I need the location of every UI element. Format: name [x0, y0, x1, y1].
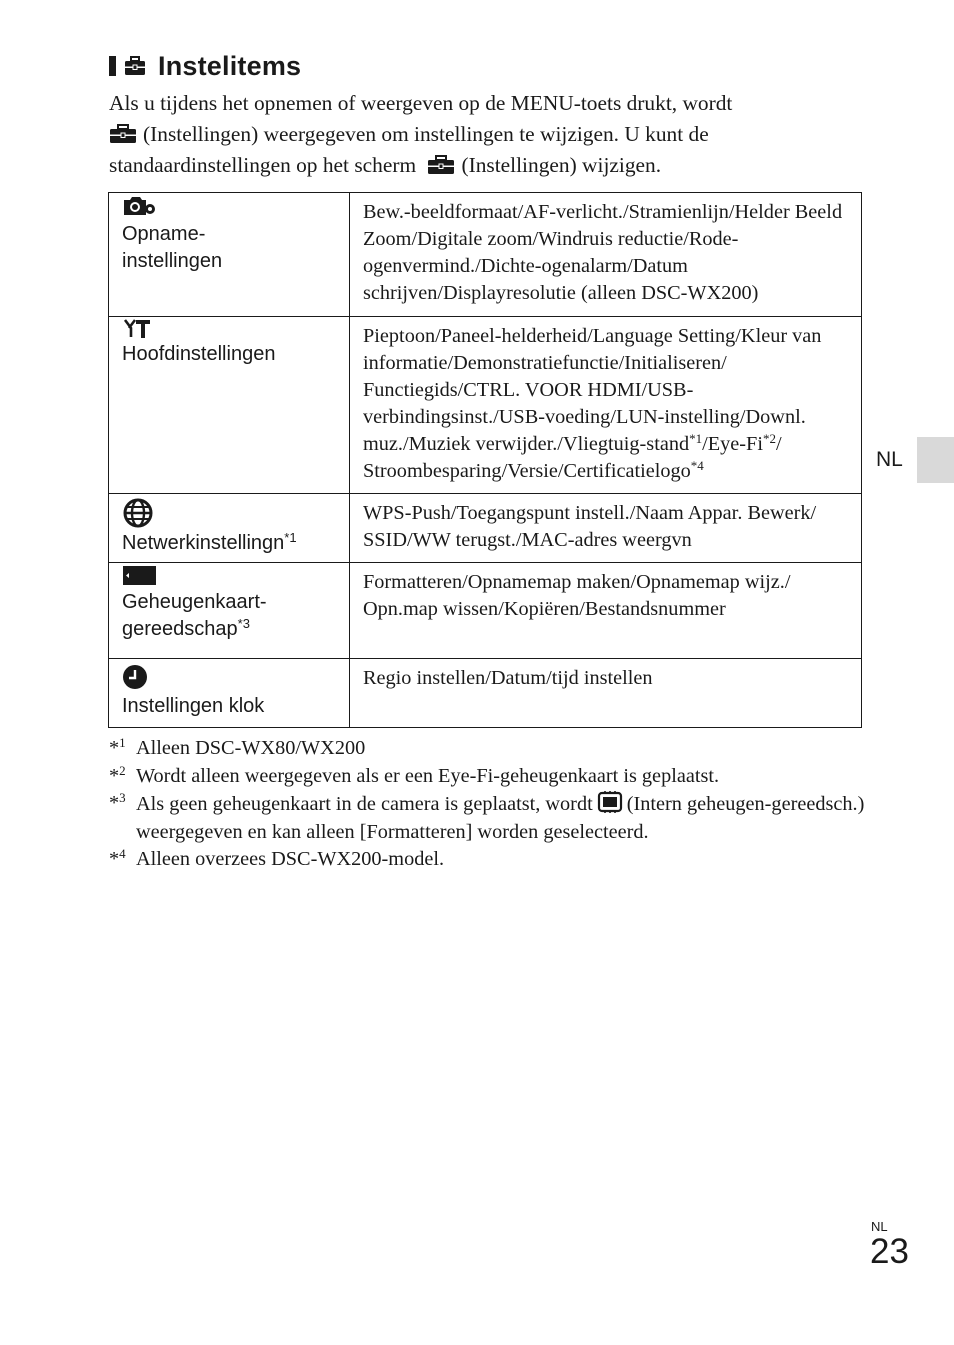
footnote-2	[109, 763, 869, 791]
footnote-text-before: Als geen geheugenkaart in de camera is geplaatst, wordt	[136, 793, 593, 815]
table-row	[109, 563, 862, 659]
footnote-3	[109, 790, 869, 846]
tools-icon	[122, 317, 152, 339]
items-text: Pieptoon/Paneel-helderheid/Language Setting/Kleur van informatie/Demonstratiefunctie/Initialiseren/ Functiegids/CTRL. VOOR HDMI/USB-verbindingsinst./USB-voeding/LUN-instelling/Downl. muz./Muziek verwijder./Vliegtuig-stand	[363, 325, 822, 455]
footnote-ref: *3	[237, 616, 250, 631]
footnote-mark: *	[109, 848, 120, 870]
intro-text-2: (Instellingen) weergegeven om instellingen te wijzigen. U kunt de standaardinstellingen op het scherm	[109, 122, 709, 177]
footnote-ref: *1	[284, 530, 297, 545]
footnote-number: 3	[119, 790, 126, 805]
footnote-text: Alleen DSC-WX80/WX200	[136, 737, 366, 759]
items-cell: WPS-Push/Toegangspunt instell./Naam Appar. Bewerk/ SSID/WW terugst./MAC-adres weergvn	[350, 494, 862, 563]
items-cell	[350, 317, 862, 494]
category-label: Netwerkinstellingn	[122, 532, 285, 554]
page-number: 23	[870, 1232, 909, 1271]
intro-text-3: (Instellingen) wijzigen.	[461, 153, 662, 177]
footnote-4	[109, 846, 869, 874]
category-cell	[109, 494, 350, 563]
category-label: Geheugenkaart- gereedschap	[122, 591, 267, 640]
footnote-ref: *4	[690, 458, 704, 473]
footnote-ref: *1	[689, 431, 703, 446]
page-title: Instelitems	[158, 50, 302, 81]
table-row	[109, 659, 862, 728]
toolbox-icon	[109, 124, 137, 144]
items-cell: Bew.-beeldformaat/AF-verlicht./Stramienlijn/Helder Beeld Zoom/Digitale zoom/Windruis reductie/Rode-ogenvermind./Dichte-ogenalarm/Datum schrijven/Displayresolutie (alleen DSC-WX200)	[350, 193, 862, 317]
table-row	[109, 317, 862, 494]
toolbox-icon	[124, 56, 146, 76]
settings-table	[108, 192, 862, 728]
category-label: Opname- instellingen	[122, 223, 223, 272]
footnote-text-after: (Intern geheugen-gereedsch.) weergegeven en kan alleen [Formatteren] worden geselecteerd.	[136, 793, 865, 843]
toolbox-icon	[427, 155, 455, 175]
category-cell	[109, 193, 350, 317]
footnote-number: 4	[119, 846, 126, 861]
table-row	[109, 193, 862, 317]
footnote-mark: *	[109, 792, 120, 814]
category-cell	[109, 659, 350, 728]
page-language: NL	[871, 1219, 888, 1234]
clock-icon	[122, 663, 150, 691]
category-cell	[109, 563, 350, 659]
category-label: Hoofdinstellingen	[122, 343, 276, 365]
heading-marker	[109, 56, 116, 76]
footnote-number: 2	[119, 762, 126, 778]
items-cell: Formatteren/Opnamemap maken/Opnamemap wijz./ Opn.map wissen/Kopiëren/Bestandsnummer	[350, 563, 862, 659]
category-cell	[109, 317, 350, 494]
memory-card-icon	[122, 563, 158, 587]
footnote-text: Alleen overzees DSC-WX200-model.	[136, 848, 445, 870]
intro-text-1: Als u tijdens het opnemen of weergeven op de MENU-toets drukt, wordt	[109, 91, 733, 115]
intro-paragraph	[109, 88, 869, 181]
footnote-mark: *	[109, 764, 120, 787]
section-heading	[109, 48, 301, 84]
items-text: /Eye-Fi	[702, 433, 763, 455]
footnote-number: 1	[119, 735, 126, 750]
footnote-mark: *	[109, 737, 120, 759]
footnote-ref: *2	[762, 431, 776, 446]
globe-icon	[122, 498, 154, 528]
footnote-text	[136, 790, 869, 846]
internal-memory-icon	[597, 790, 623, 814]
category-label: Instellingen klok	[122, 695, 265, 717]
camera-settings-icon	[122, 193, 156, 219]
footnote-text: Wordt alleen weergegeven als er een Eye-Fi-geheugenkaart is geplaatst.	[136, 764, 720, 787]
table-row	[109, 494, 862, 563]
language-tab	[917, 437, 954, 483]
language-tab-label: NL	[876, 448, 903, 471]
footnote-1	[109, 735, 869, 763]
items-cell: Regio instellen/Datum/tijd instellen	[350, 659, 862, 728]
footnotes	[109, 735, 869, 874]
items-text: / Stroombesparing/Versie/Certificatielogo	[363, 433, 782, 482]
